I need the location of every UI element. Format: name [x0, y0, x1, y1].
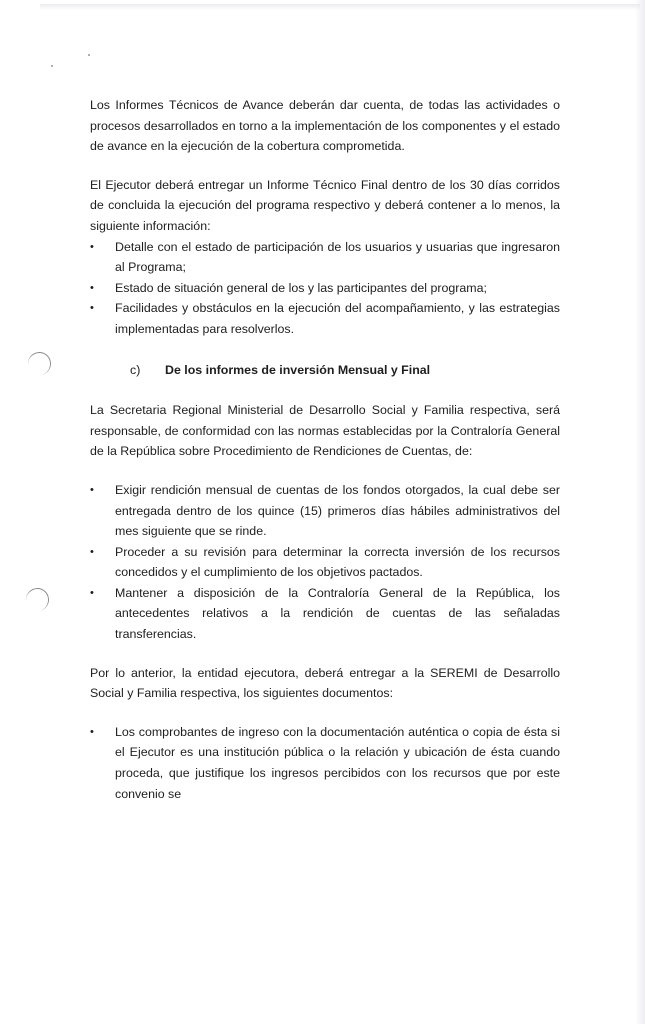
list-item — [90, 583, 560, 645]
section-number: c) — [130, 362, 141, 377]
list-item-text: Facilidades y obstáculos en la ejecución del acompañamiento, y las estrategias implementadas para resolverlos. — [115, 301, 560, 336]
scan-speck — [88, 54, 90, 56]
scan-edge-right — [635, 0, 645, 1024]
list-item-text: Proceder a su revisión para determinar la correcta inversión de los recursos concedidos y el cumplimiento de los objetivos pactados. — [115, 544, 560, 580]
list-item-text: Detalle con el estado de participación de los usuarios y usuarias que ingresaron al Programa; — [115, 239, 560, 275]
paragraph-seremi-responsable: La Secretaria Regional Ministerial de Desarrollo Social y Familia respectiva, será responsable, de conformidad con las normas establecidas por la Contraloría General de la República sobre Procedimiento de Rendiciones de Cuentas, de: — [90, 403, 560, 459]
bullet-icon: • — [90, 483, 94, 496]
list-item — [90, 298, 560, 339]
section-title: De los informes de inversión Mensual y Final — [165, 362, 431, 377]
list-item — [90, 237, 560, 278]
list-item — [90, 278, 560, 299]
paragraph-informes-avance: Los Informes Técnicos de Avance deberán dar cuenta, de todas las actividades o procesos desarrollados en torno a la implementación de los componentes y el estado de avance en la ejecución de la cobertura comprometida. — [90, 98, 560, 154]
bullet-icon: • — [90, 302, 94, 315]
scan-edge-top — [40, 4, 640, 10]
list-item-text: Exigir rendición mensual de cuentas de los fondos otorgados, la cual debe ser entregada dentro de los quince (15) primeros días hábiles administrativos del mes siguiente que se rinde. — [115, 482, 560, 539]
punch-hole-mark — [26, 350, 53, 377]
punch-hole-mark — [24, 586, 51, 613]
bullet-list-rendicion — [90, 480, 560, 645]
list-item-text: Los comprobantes de ingreso con la documentación auténtica o copia de ésta si el Ejecutor es una institución pública o la relación y ubicación de ésta cuando proceda, que justifique los ingresos percibidos con los recursos que por este convenio se — [115, 724, 560, 801]
list-item — [90, 542, 560, 583]
list-item-text: Mantener a disposición de la Contraloría General de la República, los antecedentes relativos a la rendición de cuentas de las señaladas transferencias. — [115, 585, 560, 642]
bullet-icon: • — [90, 545, 94, 558]
bullet-icon: • — [90, 586, 94, 599]
document-body — [90, 95, 560, 804]
section-heading — [90, 360, 560, 381]
bullet-list-documentos — [90, 722, 560, 804]
list-item — [90, 722, 560, 804]
list-item-text: Estado de situación general de los y las participantes del programa; — [115, 280, 487, 295]
bullet-list-informe-final — [90, 237, 560, 340]
bullet-icon: • — [90, 725, 94, 738]
list-item — [90, 480, 560, 542]
paragraph-informe-final: El Ejecutor deberá entregar un Informe Técnico Final dentro de los 30 días corridos de concluida la ejecución del programa respectivo y deberá contener a lo menos, la siguiente información: — [90, 177, 560, 233]
scan-speck — [51, 65, 53, 67]
bullet-icon: • — [90, 281, 94, 294]
paragraph-entidad-ejecutora: Por lo anterior, la entidad ejecutora, deberá entregar a la SEREMI de Desarrollo Social y Familia respectiva, los siguientes documentos: — [90, 665, 560, 701]
bullet-icon: • — [90, 240, 94, 253]
